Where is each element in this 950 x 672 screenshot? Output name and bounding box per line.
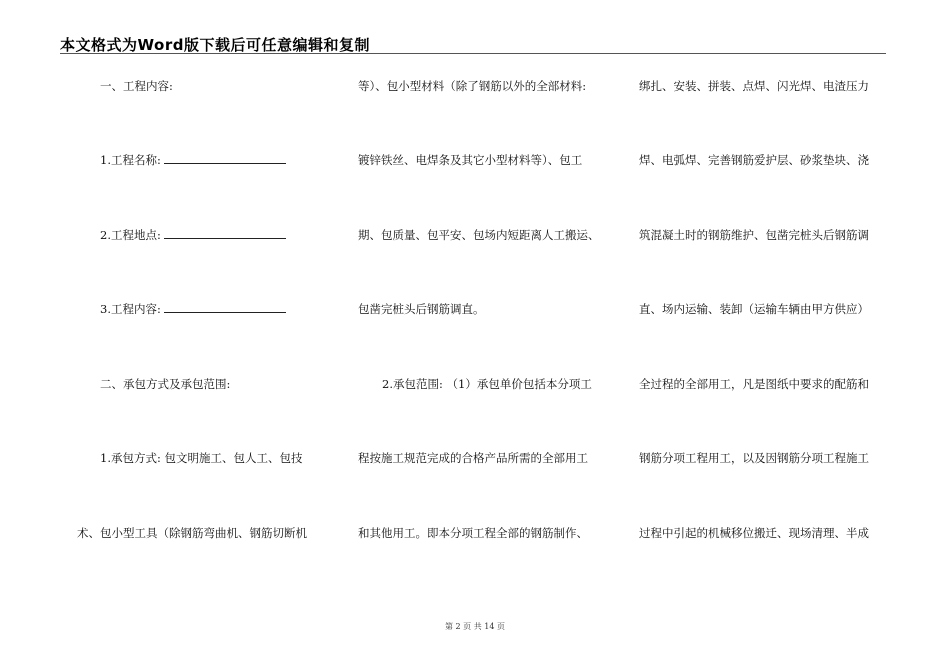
text-line: 期、包质量、包平安、包场内短距离人工搬运、 [358,228,600,242]
text-line: 一、工程内容: [100,79,173,93]
text-line: 镀锌铁丝、电焊条及其它小型材料等）、包工 [358,153,583,167]
page-number: 第 2 页 共 14 页 [445,622,505,631]
text-line: 二、承包方式及承包范围: [100,377,231,391]
text-line: 术、包小型工具（除钢筋弯曲机、钢筋切断机 [77,526,307,540]
header-rule [60,53,886,54]
text-line: 焊、电弧焊、完善钢筋爱护层、砂浆垫块、浇 [639,153,869,167]
text-line: 和其他用工。即本分项工程全部的钢筋制作、 [358,526,588,540]
text-line: 绑扎、安装、拼装、点焊、闪光焊、电渣压力 [639,79,869,93]
text-line: 2.承包范围: （1）承包单价包括本分项工 [382,377,592,391]
text-line: 等）、包小型材料（除了钢筋以外的全部材料: [358,79,587,93]
text-line: 全过程的全部用工，凡是图纸中要求的配筋和 [639,377,869,391]
text-line-with-blank [100,302,286,316]
text-line: 过程中引起的机械移位搬迁、现场清理、半成 [639,526,869,540]
text-line: 直、场内运输、装卸（运输车辆由甲方供应） [639,302,869,316]
fill-in-blank [164,153,286,164]
text-line: 钢筋分项工程用工，以及因钢筋分项工程施工 [639,451,869,465]
document-header-title: 本文格式为Word版下载后可任意编辑和复制 [60,36,370,54]
field-label-project-location: 2.工程地点: [100,228,161,242]
text-line: 包凿完桩头后钢筋调直。 [358,302,485,316]
text-line-with-blank [100,228,286,242]
field-label-project-name: 1.工程名称: [100,153,161,167]
fill-in-blank [164,302,286,313]
text-line: 筑混凝土时的钢筋维护、包凿完桩头后钢筋调 [639,228,869,242]
text-line-with-blank [100,153,286,167]
fill-in-blank [164,228,286,239]
text-line: 程按施工规范完成的合格产品所需的全部用工 [358,451,588,465]
text-line: 1.承包方式: 包文明施工、包人工、包技 [100,451,303,465]
field-label-project-content: 3.工程内容: [100,302,161,316]
